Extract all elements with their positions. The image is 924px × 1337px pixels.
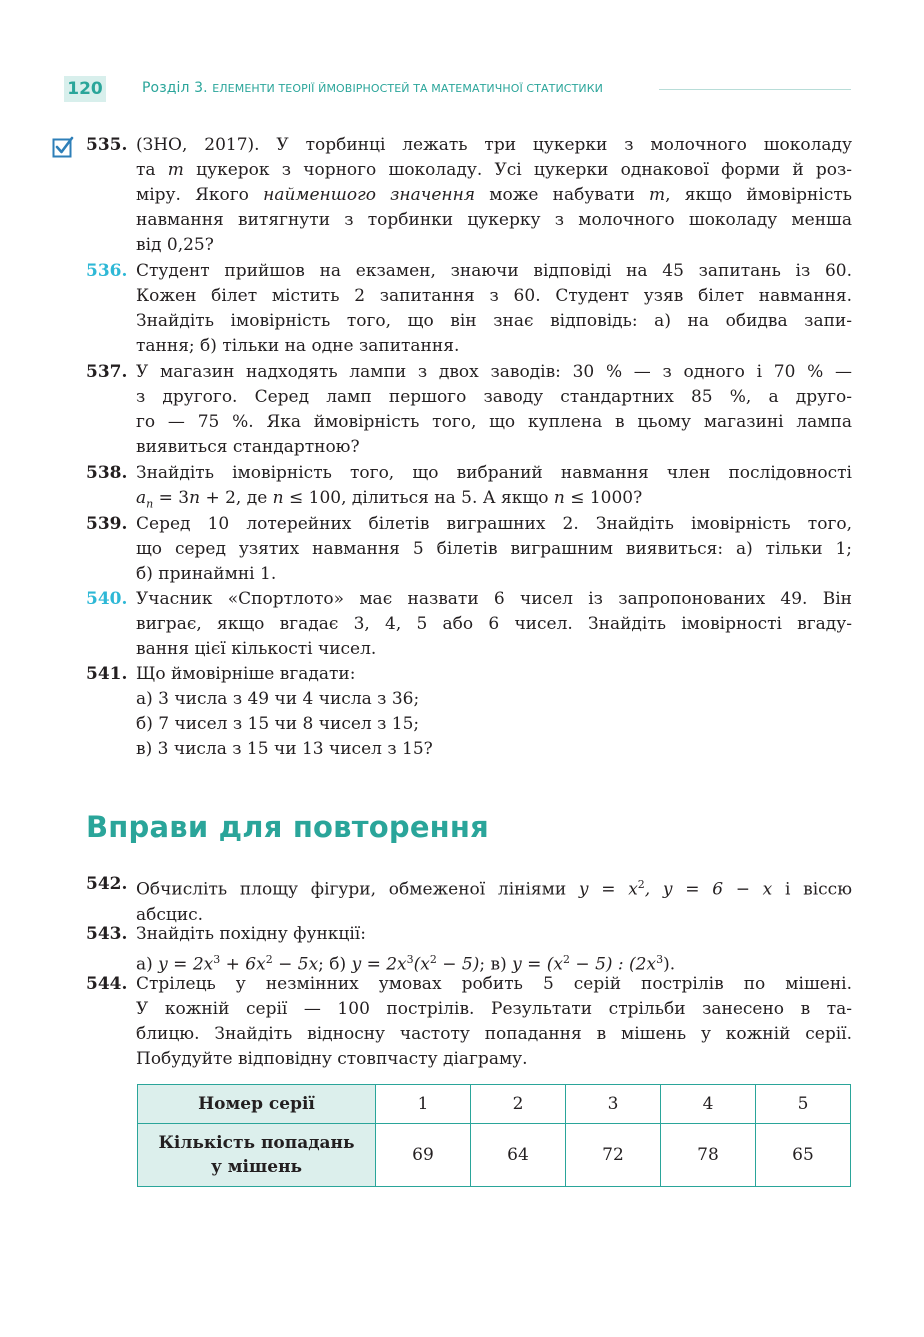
problem-text: блицю. Знайдіть відносну частоту попадання в мішень у кожній серії. xyxy=(136,1024,852,1044)
table-cell: 4 xyxy=(661,1085,756,1124)
text-fragment: + 2, де xyxy=(200,488,273,508)
problem-541 xyxy=(86,662,852,762)
problem-text: Серед 10 лотерейних білетів виграшних 2. Знайдіть імовірність того, xyxy=(136,514,852,534)
problem-text: Стрілець у незмінних умовах робить 5 серій пострілів по мішені. xyxy=(136,974,852,994)
problem-text: від 0,25? xyxy=(136,235,214,255)
problem-number: 542. xyxy=(86,874,128,894)
problem-text: Побудуйте відповідну стовпчасту діаграму. xyxy=(136,1049,528,1069)
problem-text: Студент прийшов на екзамен, знаючи відповіді на 45 запитань із 60. xyxy=(136,261,852,281)
header-line: Кількість попадань xyxy=(158,1133,355,1153)
problem-text xyxy=(136,158,852,183)
header-divider xyxy=(659,89,851,90)
problem-text: Кожен білет містить 2 запитання з 60. Студент узяв білет навмання. xyxy=(136,286,852,306)
table-cell: 5 xyxy=(756,1085,851,1124)
problem-text: що серед узятих навмання 5 білетів виграшним виявиться: а) тільки 1; xyxy=(136,539,852,559)
math-variable: m xyxy=(167,160,184,180)
problem-text: з другого. Серед ламп першого заводу стандартних 85 %, а друго- xyxy=(136,387,852,407)
page-header xyxy=(64,76,854,102)
section-name: ЕЛЕМЕНТИ ТЕОРІЇ ЙМОВІРНОСТЕЙ ТА МАТЕМАТИЧНОЇ СТАТИСТИКИ xyxy=(212,82,603,95)
problem-540 xyxy=(86,587,852,662)
math-formula: − 5) xyxy=(436,954,480,975)
problem-text xyxy=(136,872,852,903)
math-variable: n xyxy=(272,488,284,508)
problem-543 xyxy=(86,922,852,978)
problem-text: б) принаймні 1. xyxy=(136,564,277,584)
math-superscript: 2 xyxy=(637,878,645,891)
math-formula: , y = 6 − x xyxy=(644,879,773,900)
checkbox-checked-icon xyxy=(52,136,74,158)
problem-text: Що ймовірніше вгадати: xyxy=(136,664,356,684)
table-cell: 2 xyxy=(471,1085,566,1124)
problem-text: (ЗНО, 2017). У торбинці лежать три цукерки з молочного шоколаду xyxy=(136,135,852,155)
problem-option-b: б) 7 чисел з 15 чи 8 чисел з 15; xyxy=(136,714,420,734)
problem-text: Учасник «Спортлото» має назвати 6 чисел із запропонованих 49. Він xyxy=(136,589,852,609)
problem-text: абсцис. xyxy=(136,904,204,925)
problem-544 xyxy=(86,972,852,1072)
math-superscript: 3 xyxy=(213,953,221,966)
problem-text: Знайдіть імовірність того, що він знає відповідь: а) на обидва запи- xyxy=(136,311,852,331)
text-fragment: та xyxy=(136,160,156,180)
problem-536 xyxy=(86,259,852,359)
problem-number: 537. xyxy=(86,362,128,382)
problem-text xyxy=(136,183,852,208)
text-fragment: ; б) xyxy=(318,954,352,975)
text-fragment: = 3 xyxy=(153,488,190,508)
header-line: у мішень xyxy=(210,1157,303,1177)
problem-number: 541. xyxy=(86,664,128,684)
problem-number: 543. xyxy=(86,924,128,944)
problem-537 xyxy=(86,360,852,460)
math-variable: m xyxy=(649,185,666,205)
problem-option-a: а) 3 числа з 49 чи 4 числа з 36; xyxy=(136,689,420,709)
math-subscript: n xyxy=(146,497,154,511)
table-cell: 72 xyxy=(566,1124,661,1187)
math-formula: + 6x xyxy=(220,954,266,975)
math-superscript: 3 xyxy=(656,953,664,966)
text-fragment: може набувати xyxy=(489,185,635,205)
math-variable: n xyxy=(189,488,201,508)
math-variable: n xyxy=(553,488,565,508)
math-formula: − 5) : (2x xyxy=(570,954,657,975)
section-title xyxy=(142,80,603,96)
math-formula: y = x xyxy=(578,879,638,900)
problem-538 xyxy=(86,461,852,516)
math-formula: y = (x xyxy=(512,954,564,975)
problem-535 xyxy=(86,133,852,258)
math-formula: y = 2x xyxy=(351,954,407,975)
math-superscript: 3 xyxy=(406,953,414,966)
problem-text: го — 75 %. Яка ймовірність того, що куплена в цьому магазині лампа xyxy=(136,412,852,432)
problem-number: 535. xyxy=(86,135,128,155)
table-cell: 65 xyxy=(756,1124,851,1187)
problem-number: 540. xyxy=(86,589,128,609)
text-fragment: ; в) xyxy=(479,954,513,975)
text-fragment: міру. Якого xyxy=(136,185,249,205)
table-header-cell: Номер серії xyxy=(138,1085,376,1124)
problem-539 xyxy=(86,512,852,587)
math-superscript: 2 xyxy=(563,953,571,966)
math-formula: − 5x xyxy=(272,954,319,975)
text-fragment: ≤ 100, ділиться на 5. А якщо xyxy=(283,488,554,508)
math-formula: (x xyxy=(413,954,430,975)
math-formula: y = 2x xyxy=(158,954,214,975)
problem-number: 538. xyxy=(86,463,128,483)
table-cell: 3 xyxy=(566,1085,661,1124)
text-fragment: і віссю xyxy=(772,879,852,900)
problem-number: 539. xyxy=(86,514,128,534)
math-variable: a xyxy=(136,488,147,508)
problem-text: Знайдіть похідну функції: xyxy=(136,924,366,944)
table-row xyxy=(138,1085,851,1124)
problem-text: виграє, якщо вгадає 3, 4, 5 або 6 чисел. Знайдіть імовірності вгаду- xyxy=(136,614,852,634)
emphasis-text: найменшого значення xyxy=(263,185,476,205)
text-fragment: а) xyxy=(136,954,159,975)
table-header-cell xyxy=(138,1124,376,1187)
problem-option-c: в) 3 числа з 15 чи 13 чисел з 15? xyxy=(136,739,433,759)
shooting-results-table xyxy=(137,1084,851,1187)
math-superscript: 2 xyxy=(429,953,437,966)
text-fragment: ). xyxy=(663,954,676,975)
problem-542 xyxy=(86,872,852,928)
problem-text: вання цієї кількості чисел. xyxy=(136,639,377,659)
page-number: 120 xyxy=(64,76,106,102)
problem-number: 544. xyxy=(86,974,128,994)
text-fragment: цукерок з чорного шоколаду. Усі цукерки однакової форми й роз- xyxy=(196,160,853,180)
section-prefix: Розділ 3. xyxy=(142,80,208,96)
table-cell: 64 xyxy=(471,1124,566,1187)
table-cell: 69 xyxy=(376,1124,471,1187)
text-fragment: ≤ 1000? xyxy=(564,488,643,508)
table-cell: 78 xyxy=(661,1124,756,1187)
problem-number: 536. xyxy=(86,261,128,281)
problem-text: виявиться стандартною? xyxy=(136,437,360,457)
section-heading: Вправи для повторення xyxy=(86,810,489,844)
problem-text: тання; б) тільки на одне запитання. xyxy=(136,336,460,356)
math-superscript: 2 xyxy=(265,953,273,966)
problem-text: навмання витягнути з торбинки цукерку з молочного шоколаду менша xyxy=(136,210,852,230)
text-fragment: , якщо ймовірність xyxy=(665,185,852,205)
problem-text: Знайдіть імовірність того, що вибраний навмання член послідовності xyxy=(136,463,852,483)
problem-text: У магазин надходять лампи з двох заводів: 30 % — з одного і 70 % — xyxy=(136,362,852,382)
problem-text: У кожній серії — 100 пострілів. Результати стрільби занесено в та- xyxy=(136,999,852,1019)
table-row xyxy=(138,1124,851,1187)
table-cell: 1 xyxy=(376,1085,471,1124)
text-fragment: Обчисліть площу фігури, обмеженої лініями xyxy=(136,879,579,900)
